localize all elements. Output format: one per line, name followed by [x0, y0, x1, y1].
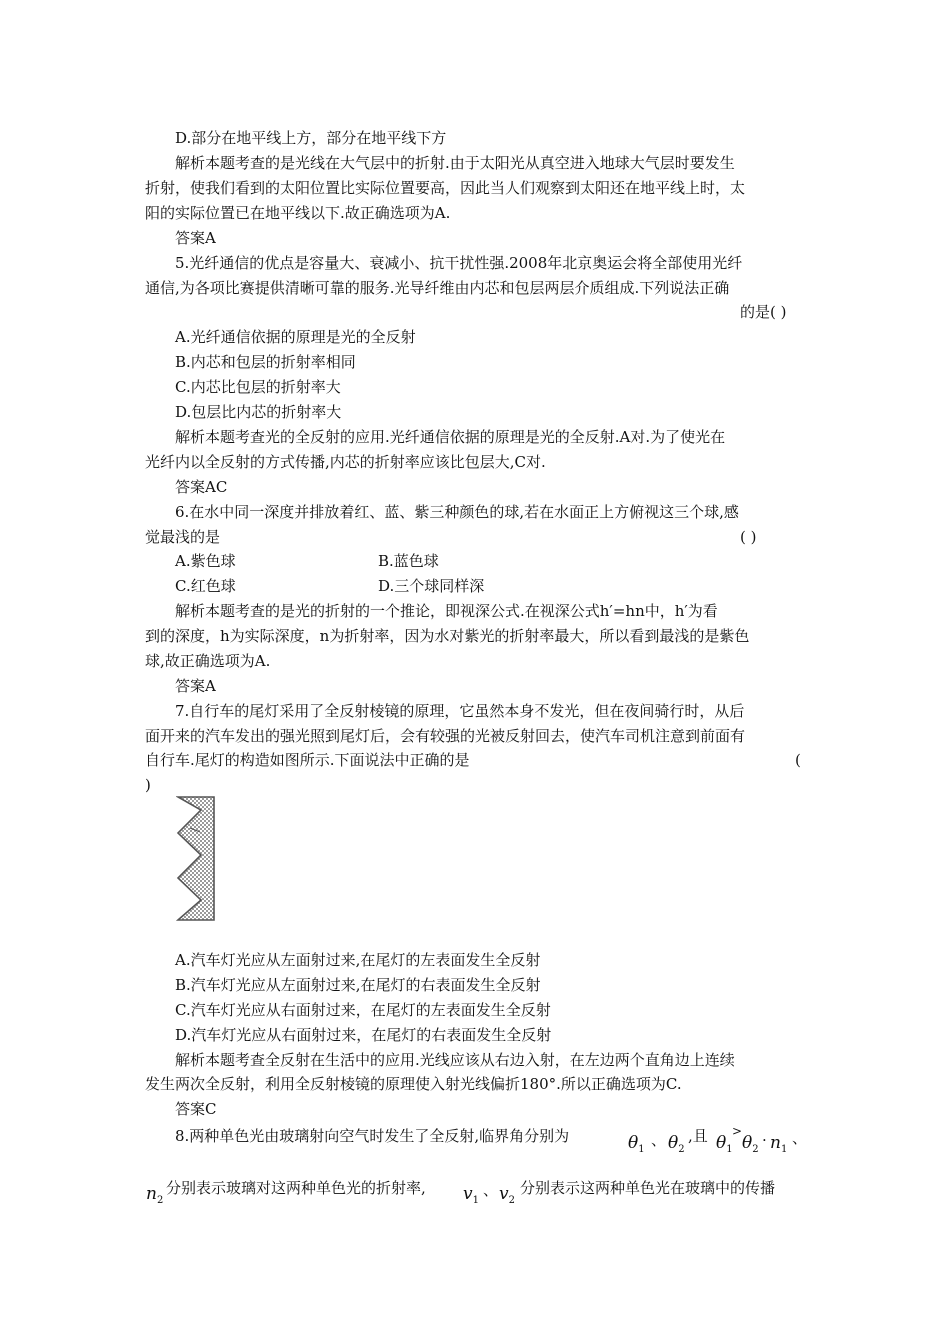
q5-analysis-line-2: 光纤内以全反射的方式传播,内芯的折射率应该比包层大,C对.: [145, 453, 546, 471]
q6-analysis-line-2: 到的深度，h为实际深度，n为折射率，因为水对紫光的折射率最大，所以看到最浅的是紫色: [145, 627, 750, 645]
q6-answer-paren: ( ): [740, 528, 757, 546]
q5-option-d: D.包层比内芯的折射率大: [175, 403, 342, 421]
q6-option-c: C.红色球: [175, 577, 236, 595]
q8-theta-1b: $\theta_1$: [716, 1133, 733, 1155]
q6-option-b: B.蓝色球: [378, 552, 439, 570]
q8-theta-2: $\theta_2$: [668, 1133, 685, 1155]
q8-sep-2: 、: [792, 1129, 808, 1147]
q7-paren-open: (: [795, 751, 801, 769]
q4-answer: 答案A: [175, 229, 216, 247]
q7-option-c: C.汽车灯光应从右面射过来，在尾灯的左表面发生全反射: [175, 1001, 551, 1019]
q6-option-d: D.三个球同样深: [378, 577, 485, 595]
q5-stem-tail: 的是( ): [740, 303, 787, 321]
tail-light-diagram: [176, 796, 216, 922]
q6-analysis-line-3: 球,故正确选项为A.: [145, 652, 271, 670]
q7-option-a: A.汽车灯光应从左面射过来,在尾灯的左表面发生全反射: [175, 951, 541, 969]
q7-stem-line-1: 7.自行车的尾灯采用了全反射棱镜的原理，它虽然本身不发光，但在夜间骑行时，从后: [175, 702, 745, 720]
q5-stem-line-1: 5.光纤通信的优点是容量大、衰减小、抗干扰性强.2008年北京奥运会将全部使用光纤: [175, 254, 743, 272]
q7-answer: 答案C: [175, 1100, 217, 1118]
q7-option-d: D.汽车灯光应从右面射过来，在尾灯的右表面发生全反射: [175, 1026, 552, 1044]
q7-analysis-line-1: 解析本题考查全反射在生活中的应用.光线应该从右边入射，在左边两个直角边上连续: [175, 1051, 735, 1069]
q8-stem-part-3: 分别表示这两种单色光在玻璃中的传播: [520, 1179, 776, 1197]
q8-n-1: $n_1$: [770, 1133, 788, 1155]
q6-stem-line-1: 6.在水中同一深度并排放着红、蓝、紫三种颜色的球,若在水面正上方俯视这三个球,感: [175, 503, 739, 521]
q6-option-a: A.紫色球: [175, 552, 236, 570]
q8-n-2: $n_2$: [146, 1184, 164, 1206]
tail-light-prism: [178, 797, 214, 920]
q6-stem-line-2: 觉最浅的是: [145, 528, 221, 546]
q8-sep-3: 、: [483, 1181, 499, 1199]
q5-option-b: B.内芯和包层的折射率相同: [175, 353, 356, 371]
q4-option-d: D.部分在地平线上方，部分在地平线下方: [175, 129, 447, 147]
q6-analysis-line-1: 解析本题考查的是光的折射的一个推论，即视深公式.在视深公式h′=hn中，h′为看: [175, 602, 718, 620]
q7-paren-close: ): [145, 776, 151, 794]
q8-greater-than: >: [732, 1124, 743, 1138]
q8-v-2: $v_2$: [499, 1184, 515, 1206]
q5-stem-line-2: 通信,为各项比赛提供清晰可靠的服务.光导纤维由内芯和包层两层介质组成.下列说法正确: [145, 279, 730, 297]
q4-analysis-line-3: 阳的实际位置已在地平线以下.故正确选项为A.: [145, 204, 451, 222]
q8-sep-1: 、: [651, 1131, 667, 1149]
q5-answer: 答案AC: [175, 478, 228, 496]
q7-option-b: B.汽车灯光应从左面射过来,在尾灯的右表面发生全反射: [175, 976, 541, 994]
q8-dot: .: [762, 1127, 767, 1145]
q8-theta-2b: $\theta_2$: [742, 1133, 759, 1155]
q5-analysis-line-1: 解析本题考查光的全反射的应用.光纤通信依据的原理是光的全反射.A对.为了使光在: [175, 428, 726, 446]
q7-stem-line-3: 自行车.尾灯的构造如图所示.下面说法中正确的是: [145, 751, 470, 769]
q4-analysis-line-1: 解析本题考查的是光线在大气层中的折射.由于太阳光从真空进入地球大气层时要发生: [175, 154, 735, 172]
q8-stem-part-2: 分别表示玻璃对这两种单色光的折射率,: [166, 1179, 426, 1197]
q7-analysis-line-2: 发生两次全反射，利用全反射棱镜的原理使入射光线偏折180°.所以正确选项为C.: [145, 1075, 682, 1093]
q8-qie: ,且: [688, 1127, 708, 1145]
q8-theta-1: $\theta_1$: [628, 1133, 645, 1155]
q7-stem-line-2: 面开来的汽车发出的强光照到尾灯后，会有较强的光被反射回去，使汽车司机注意到前面有: [145, 727, 746, 745]
q5-option-c: C.内芯比包层的折射率大: [175, 378, 341, 396]
q4-analysis-line-2: 折射，使我们看到的太阳位置比实际位置要高，因此当人们观察到太阳还在地平线上时，太: [145, 179, 746, 197]
q6-answer: 答案A: [175, 677, 216, 695]
q8-v-1: $v_1$: [463, 1184, 479, 1206]
q8-stem-part-1: 8.两种单色光由玻璃射向空气时发生了全反射,临界角分别为: [175, 1127, 570, 1145]
q5-option-a: A.光纤通信依据的原理是光的全反射: [175, 328, 416, 346]
